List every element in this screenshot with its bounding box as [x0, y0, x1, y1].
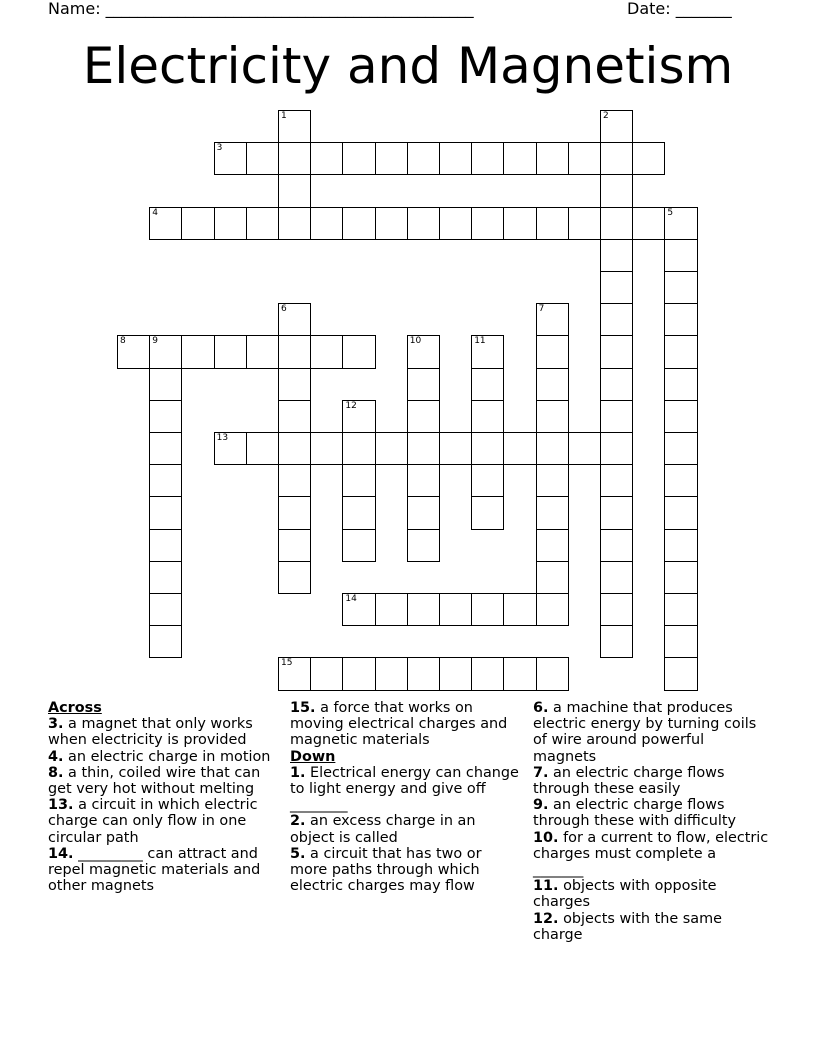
grid-cell[interactable] — [471, 142, 504, 175]
grid-cell[interactable] — [310, 657, 343, 690]
grid-cell[interactable] — [342, 335, 375, 368]
grid-cell[interactable] — [149, 464, 182, 497]
grid-cell[interactable] — [278, 142, 311, 175]
grid-cell[interactable] — [407, 432, 440, 465]
clues-column-2 — [290, 700, 522, 894]
grid-cell[interactable] — [149, 432, 182, 465]
grid-cell[interactable] — [181, 207, 214, 240]
grid-cell[interactable] — [664, 464, 697, 497]
clue-number: 2 — [603, 111, 609, 121]
grid-cell[interactable] — [600, 529, 633, 562]
grid-cell[interactable] — [181, 335, 214, 368]
clues-column-1 — [48, 700, 280, 894]
grid-cell[interactable] — [503, 657, 536, 690]
date-field: Date: _______ — [627, 0, 732, 18]
down-clue-9: 9. an electric charge flows through these with difficulty — [533, 797, 737, 830]
grid-cell[interactable] — [375, 432, 408, 465]
grid-cell[interactable] — [471, 593, 504, 626]
grid-cell[interactable] — [503, 593, 536, 626]
grid-cell[interactable] — [664, 239, 697, 272]
down-clue-12: 12. objects with the same charge — [533, 910, 722, 943]
grid-cell[interactable] — [600, 561, 633, 594]
grid-cell[interactable] — [214, 142, 247, 175]
clue-number: 12 — [345, 400, 357, 411]
grid-cell[interactable] — [536, 368, 569, 401]
grid-cell[interactable] — [342, 593, 375, 626]
grid-cell[interactable] — [278, 174, 311, 207]
grid-cell[interactable] — [600, 271, 633, 304]
grid-cell[interactable] — [664, 303, 697, 336]
down-clue-7: 7. an electric charge flows through these easily — [533, 764, 725, 798]
grid-cell[interactable] — [278, 303, 311, 336]
grid-cell[interactable] — [439, 593, 472, 626]
grid-cell[interactable] — [342, 529, 375, 562]
grid-cell[interactable] — [342, 432, 375, 465]
grid-cell[interactable] — [407, 368, 440, 401]
grid-cell[interactable] — [664, 400, 697, 433]
grid-cell[interactable] — [536, 142, 569, 175]
grid-cell[interactable] — [503, 207, 536, 240]
down-heading: Down — [290, 748, 336, 765]
grid-cell[interactable] — [568, 207, 601, 240]
grid-cell[interactable] — [214, 207, 247, 240]
grid-cell[interactable] — [664, 561, 697, 594]
grid-cell[interactable] — [600, 303, 633, 336]
grid-cell[interactable] — [536, 207, 569, 240]
grid-cell[interactable] — [664, 657, 697, 690]
grid-cell[interactable] — [375, 657, 408, 690]
grid-cell[interactable] — [439, 207, 472, 240]
grid-cell[interactable] — [536, 335, 569, 368]
grid-cell[interactable] — [407, 335, 440, 368]
grid-cell[interactable] — [471, 207, 504, 240]
grid-cell[interactable] — [439, 142, 472, 175]
clue-number: 5 — [667, 207, 674, 218]
grid-cell[interactable] — [503, 432, 536, 465]
grid-cell[interactable] — [471, 657, 504, 690]
grid-cell[interactable] — [471, 432, 504, 465]
grid-cell[interactable] — [471, 464, 504, 497]
grid-cell[interactable] — [471, 368, 504, 401]
grid-cell[interactable] — [664, 496, 697, 529]
grid-cell[interactable] — [342, 400, 375, 433]
grid-cell[interactable] — [600, 593, 633, 626]
grid-cell[interactable] — [278, 207, 311, 240]
grid-cell[interactable] — [536, 561, 569, 594]
grid-cell[interactable] — [310, 432, 343, 465]
grid-cell[interactable] — [471, 400, 504, 433]
grid-cell[interactable] — [375, 142, 408, 175]
down-clue-1: 1. Electrical energy can change to light energy and give off ________ — [290, 764, 519, 814]
grid-cell[interactable] — [246, 432, 279, 465]
down-clue-5: 5. a circuit that has two or more paths through which electric charges may flow — [290, 845, 482, 895]
grid-cell[interactable] — [536, 400, 569, 433]
grid-cell[interactable] — [568, 142, 601, 175]
grid-cell[interactable] — [117, 335, 150, 368]
grid-cell[interactable] — [536, 432, 569, 465]
grid-cell[interactable] — [664, 368, 697, 401]
grid-cell[interactable] — [149, 529, 182, 562]
down-clue-2: 2. an excess charge in an object is called — [290, 813, 476, 846]
grid-cell[interactable] — [149, 368, 182, 401]
clue-number: 8 — [120, 336, 126, 347]
grid-cell[interactable] — [375, 593, 408, 626]
grid-cell[interactable] — [536, 657, 569, 690]
grid-cell[interactable] — [600, 368, 633, 401]
grid-cell[interactable] — [471, 335, 504, 368]
grid-cell[interactable] — [471, 496, 504, 529]
grid-cell[interactable] — [536, 496, 569, 529]
grid-cell[interactable] — [246, 335, 279, 368]
grid-cell[interactable] — [246, 207, 279, 240]
grid-cell[interactable] — [664, 625, 697, 658]
grid-cell[interactable] — [375, 207, 408, 240]
grid-cell[interactable] — [664, 335, 697, 368]
grid-cell[interactable] — [536, 593, 569, 626]
grid-cell[interactable] — [149, 561, 182, 594]
down-clue-10: 10. for a current to flow, electric charges must complete a _______ — [533, 829, 769, 879]
grid-cell[interactable] — [149, 496, 182, 529]
across-clue-15: 15. a force that works on moving electrical charges and magnetic materials — [290, 700, 508, 749]
grid-cell[interactable] — [149, 400, 182, 433]
grid-cell[interactable] — [632, 142, 665, 175]
clue-number: 7 — [538, 304, 545, 315]
clue-number: 4 — [152, 207, 158, 218]
grid-cell[interactable] — [600, 174, 633, 207]
clue-number: 3 — [216, 143, 223, 154]
grid-cell[interactable] — [407, 496, 440, 529]
grid-cell[interactable] — [214, 432, 247, 465]
grid-cell[interactable] — [407, 400, 440, 433]
grid-cell[interactable] — [278, 529, 311, 562]
grid-cell[interactable] — [536, 464, 569, 497]
grid-cell[interactable] — [342, 142, 375, 175]
grid-cell[interactable] — [407, 657, 440, 690]
grid-cell[interactable] — [568, 432, 601, 465]
grid-cell[interactable] — [278, 400, 311, 433]
grid-cell[interactable] — [149, 593, 182, 626]
grid-cell[interactable] — [246, 142, 279, 175]
grid-cell[interactable] — [600, 464, 633, 497]
down-clue-11: 11. objects with opposite charges — [533, 878, 717, 911]
grid-cell[interactable] — [278, 464, 311, 497]
grid-cell[interactable] — [342, 464, 375, 497]
across-clue-3: 3. a magnet that only works when electricity is provided — [48, 716, 253, 749]
grid-cell[interactable] — [536, 529, 569, 562]
clue-number: 13 — [216, 433, 229, 443]
grid-cell[interactable] — [342, 657, 375, 690]
grid-cell[interactable] — [503, 142, 536, 175]
grid-cell[interactable] — [664, 207, 697, 240]
clue-number: 1 — [281, 111, 287, 121]
grid-cell[interactable] — [278, 335, 311, 368]
clue-number: 9 — [152, 336, 158, 347]
grid-cell[interactable] — [536, 303, 569, 336]
grid-cell[interactable] — [407, 593, 440, 626]
grid-cell[interactable] — [664, 529, 697, 562]
grid-cell[interactable] — [600, 400, 633, 433]
across-clue-4: 4. an electric charge in motion — [48, 748, 271, 765]
grid-cell[interactable] — [600, 110, 633, 143]
grid-cell[interactable] — [664, 593, 697, 626]
grid-cell[interactable] — [439, 432, 472, 465]
grid-cell[interactable] — [342, 496, 375, 529]
grid-cell[interactable] — [278, 561, 311, 594]
grid-cell[interactable] — [278, 368, 311, 401]
grid-cell[interactable] — [310, 335, 343, 368]
clue-number: 6 — [281, 304, 287, 315]
grid-cell[interactable] — [632, 207, 665, 240]
grid-cell[interactable] — [278, 432, 311, 465]
clue-number: 11 — [474, 336, 486, 347]
grid-cell[interactable] — [149, 625, 182, 658]
name-field: Name: ______________________________________________ — [48, 0, 474, 18]
grid-cell[interactable] — [310, 207, 343, 240]
clue-number: 10 — [409, 336, 422, 347]
clue-number: 14 — [345, 594, 357, 604]
page-title: Electricity and Magnetism — [82, 37, 734, 95]
grid-cell[interactable] — [664, 432, 697, 465]
across-clue-14: 14. _________ can attract and repel magnetic materials and other magnets — [48, 845, 261, 895]
grid-cell[interactable] — [149, 207, 182, 240]
grid-cell[interactable] — [407, 464, 440, 497]
grid-cell[interactable] — [278, 657, 311, 690]
down-clue-6: 6. a machine that produces electric energy by turning coils of wire around powerful magnets — [533, 700, 757, 765]
grid-cell[interactable] — [600, 207, 633, 240]
clues-column-3 — [533, 700, 769, 943]
across-clue-8: 8. a thin, coiled wire that can get very hot without melting — [48, 764, 261, 798]
grid-cell[interactable] — [407, 207, 440, 240]
grid-cell[interactable] — [600, 239, 633, 272]
across-clue-13: 13. a circuit in which electric charge can only flow in one circular path — [48, 797, 258, 846]
grid-cell[interactable] — [407, 142, 440, 175]
grid-cell[interactable] — [278, 496, 311, 529]
clue-number: 15 — [281, 658, 293, 669]
grid-cell[interactable] — [214, 335, 247, 368]
across-heading: Across — [48, 700, 102, 716]
grid-cell[interactable] — [600, 625, 633, 658]
grid-cell[interactable] — [310, 142, 343, 175]
grid-cell[interactable] — [342, 207, 375, 240]
grid-cell[interactable] — [664, 271, 697, 304]
grid-cell[interactable] — [149, 335, 182, 368]
grid-cell[interactable] — [439, 657, 472, 690]
grid-cell[interactable] — [600, 142, 633, 175]
grid-cell[interactable] — [600, 496, 633, 529]
grid-cell[interactable] — [407, 529, 440, 562]
grid-cell[interactable] — [600, 335, 633, 368]
grid-cell[interactable] — [600, 432, 633, 465]
grid-cell[interactable] — [278, 110, 311, 143]
